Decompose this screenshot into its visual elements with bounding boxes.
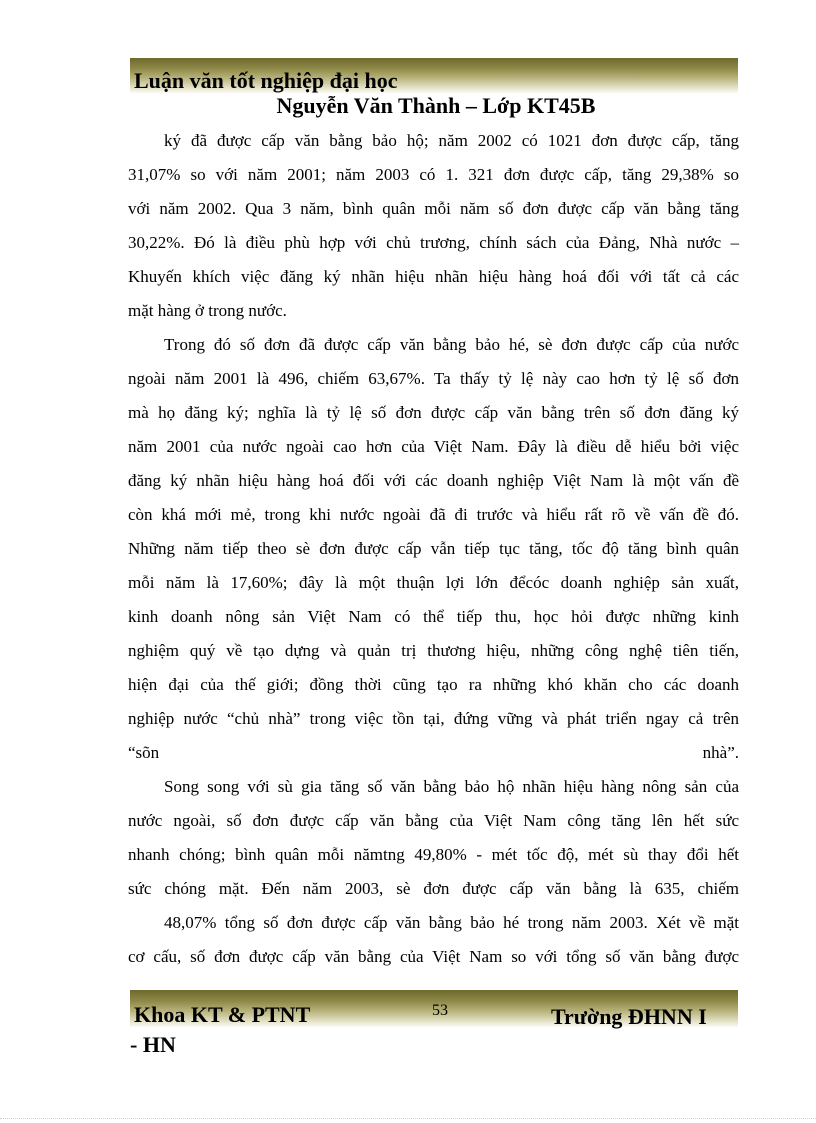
text-line: mỗi năm là 17,60%; đây là một thuận lợi lớn đểcóc doanh nghiệp sản xuất,	[128, 573, 739, 592]
text-line: ngoài năm 2001 là 496, chiếm 63,67%. Ta thấy tỷ lệ này cao hơn tỷ lệ số đơn	[128, 369, 739, 388]
text-line: “sõn nhà”.	[128, 743, 739, 762]
text-line: với năm 2002. Qua 3 năm, bình quân mỗi năm số đơn được cấp văn bằng tăng	[128, 199, 739, 218]
text-line: kinh doanh nông sản Việt Nam có thể tiếp thu, học hỏi được những kinh	[128, 607, 739, 626]
text-line: Khuyến khích việc đăng ký nhãn hiệu nhãn hiệu hàng hoá đối với tất cả các	[128, 267, 739, 286]
text-line: Trong đó số đơn đã được cấp văn bằng bảo hé, sè đơn được cấp của nước	[164, 335, 739, 354]
text-line: nước ngoài, số đơn được cấp văn bằng của Việt Nam công tăng lên hết sức	[128, 811, 739, 830]
text-line: mà họ đăng ký; nghĩa là tỷ lệ số đơn được cấp văn bằng trên số đơn đăng ký	[128, 403, 739, 422]
text-line: mặt hàng ở trong nước.	[128, 301, 287, 320]
page-bottom-divider	[0, 1118, 816, 1119]
paragraph-3	[128, 770, 739, 974]
paragraph-2	[128, 328, 739, 770]
text-line: đăng ký nhãn hiệu hàng hoá đối với các doanh nghiệp Việt Nam là một vấn đề	[128, 471, 739, 490]
text-line: Những năm tiếp theo sè đơn được cấp vẫn tiếp tục tăng, tốc độ tăng bình quân	[128, 539, 739, 558]
body-text	[128, 124, 739, 974]
text-line: 48,07% tổng số đơn được cấp văn bằng bảo hé trong năm 2003. Xét về mặt	[164, 913, 739, 932]
text-line: Song song với sù gia tăng số văn bằng bảo hộ nhãn hiệu hàng nông sản của	[164, 777, 739, 796]
footer-university: Trường ĐHNN I	[551, 1004, 707, 1029]
author-line: Nguyễn Văn Thành – Lớp KT45B	[276, 93, 596, 118]
text-line: nghiệm quý về tạo dựng và quản trị thương hiệu, những công nghệ tiên tiến,	[128, 641, 739, 660]
text-line: 30,22%. Đó là điều phù hợp với chủ trương, chính sách của Đảng, Nhà nước –	[128, 233, 739, 252]
header-title: Luận văn tốt nghiệp đại học	[134, 68, 398, 93]
text-line: nhanh chóng; bình quân mỗi nămtng 49,80% - mét tốc độ, mét sù thay đổi hết	[128, 845, 739, 864]
text-line: năm 2001 của nước ngoài cao hơn của Việt Nam. Đây là điều dễ hiểu bởi việc	[128, 437, 739, 456]
text-line: sức chóng mặt. Đến năm 2003, sè đơn được cấp văn bằng là 635, chiếm	[128, 879, 739, 898]
text-line: hiện đại của thế giới; đồng thời cũng tạo ra những khó khăn cho các doanh	[128, 675, 739, 694]
paragraph-1	[128, 124, 739, 328]
page-number: 53	[432, 1002, 448, 1019]
text-line: còn khá mới mẻ, trong khi nước ngoài đã đi trước và hiểu rất rõ về vấn đề đó.	[128, 505, 739, 524]
text-line: ký đã được cấp văn bằng bảo hộ; năm 2002 có 1021 đơn được cấp, tăng	[164, 131, 739, 150]
text-line: 31,07% so với năm 2001; năm 2003 có 1. 321 đơn được cấp, tăng 29,38% so	[128, 165, 739, 184]
text-line: cơ cấu, số đơn được cấp văn bằng của Việt Nam so với tổng số văn bằng được	[128, 947, 739, 966]
footer-continuation: - HN	[130, 1032, 176, 1057]
footer-faculty: Khoa KT & PTNT	[134, 1002, 311, 1027]
text-line: nghiệp nước “chủ nhà” trong việc tồn tại, đứng vững và phát triển ngay cả trên	[128, 709, 739, 728]
